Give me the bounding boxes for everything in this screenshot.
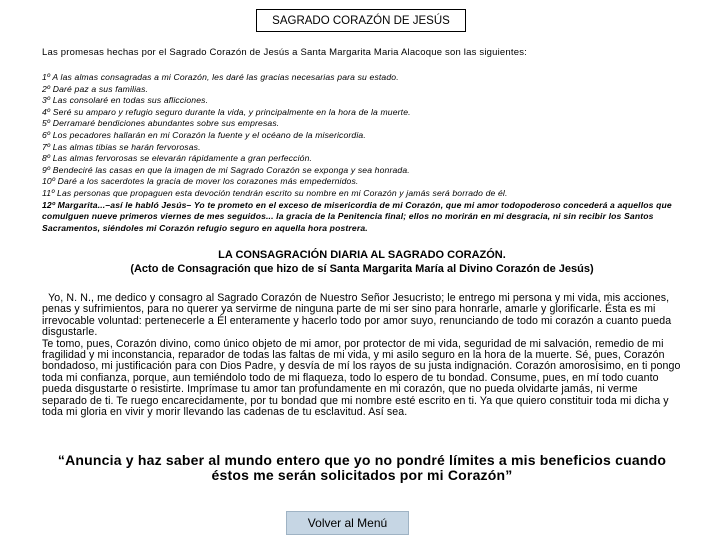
consagracion-text [42, 293, 682, 418]
promise-item: 11º Las personas que propaguen esta devoción tendrán escrito su nombre en mi Corazón y jamás será borrado de él. [42, 187, 508, 198]
consagracion-heading-block [42, 248, 682, 276]
promise-item: 10º Daré a los sacerdotes la gracia de mover los corazones más empedernidos. [42, 176, 359, 187]
promise-item: 5º Derramaré bendiciones abundantes sobre sus empresas. [42, 118, 280, 129]
back-to-menu-button[interactable]: Volver al Menú [286, 511, 409, 535]
promise-item: 6º Los pecadores hallarán en mi Corazón la fuente y el océano de la misericordia. [42, 129, 366, 140]
consagracion-paragraph: Te tomo, pues, Corazón divino, como único objeto de mi amor, por protector de mi vida, seguridad de mi salvación, remedio de mi fragilidad y mi inconstancia, reparador de todas las faltas de mi vida, y mi asilo seguro en la hora de la muerte. Sé, pues, Corazón bondadoso, mi justificación para con Dios Padre, y desvía de mí los rayos de su justa indignación. Corazón amorosísimo, en ti pongo toda mi confianza, porque, aun temiéndolo todo de mi flaqueza, todo lo espero de tu bondad. Consume, pues, en mí todo cuanto pueda disgustarte o resistirte. Imprímase tu amor tan profundamente en mi corazón, que no pueda olvidarte jamás, ni verme separado de ti. Te ruego encarecidamente, por tu bondad que mi nombre esté escrito en ti. Ya que quiero constituir toda mi dicha y toda mi gloria en vivir y morir llevando las cadenas de tu esclavitud. Así sea. [42, 337, 681, 419]
consagracion-paragraph: Yo, N. N., me dedico y consagro al Sagrado Corazón de Nuestro Señor Jesucristo; le entrego mi persona y mi vida, mis acciones, penas y sufrimientos, para no querer ya servirme de ninguna parte de mi ser sino para honrarle, amarle y glorificarle. Ésta es mi irrevocable voluntad: pertenecerle a Él enteramente y hacerlo todo por amor suyo, renunciando de todo mi corazón a cuanto pueda disgustarle. [42, 292, 675, 339]
page-title: SAGRADO CORAZÓN DE JESÚS [256, 9, 466, 32]
promise-item: 12º Margarita...–así le habló Jesús– Yo te prometo en el exceso de misericordia de mi Corazón, que mi amor todopoderoso concederá a aquellos que comulguen nueve primeros viernes de mes seguidos... la gracia de la Penitencia final; ellos no morirán en mi desgracia, ni sin recibir los Santos Sacramentos, siéndoles mi Corazón refugio seguro en aquella hora postrera. [42, 199, 672, 233]
quote-text: “Anuncia y haz saber al mundo entero que yo no pondré límites a mis beneficios cuando éstos me serán solicitados por mi Corazón” [57, 452, 667, 483]
promise-item: 7º Las almas tibias se harán fervorosas. [42, 141, 201, 152]
promises-list [42, 72, 682, 234]
consagracion-subheading: (Acto de Consagración que hizo de sí Santa Margarita María al Divino Corazón de Jesús) [130, 263, 594, 275]
intro-text: Las promesas hechas por el Sagrado Corazón de Jesús a Santa Margarita Maria Alacoque son las siguientes: [42, 47, 527, 58]
promise-item: 8º Las almas fervorosas se elevarán rápidamente a gran perfección. [42, 153, 313, 164]
promise-item: 9º Bendeciré las casas en que la imagen de mi Sagrado Corazón se exponga y sea honrada. [42, 164, 410, 175]
promise-item: 4º Seré su amparo y refugio seguro durante la vida, y principalmente en la hora de la muerte. [42, 106, 411, 117]
promise-item: 1º A las almas consagradas a mi Corazón, les daré las gracias necesarias para su estado. [42, 72, 399, 82]
promise-item: 3º Las consolaré en todas sus aflicciones. [42, 95, 209, 106]
promise-item: 2º Daré paz a sus familias. [42, 83, 149, 94]
consagracion-heading: LA CONSAGRACIÓN DIARIA AL SAGRADO CORAZÓN. [218, 249, 506, 261]
